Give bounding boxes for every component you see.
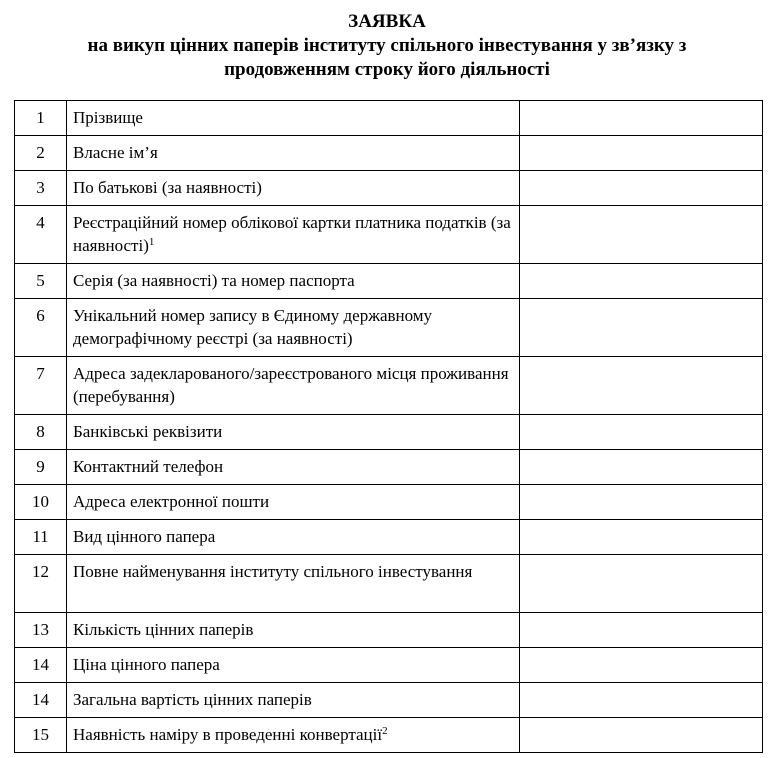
footnote-marker: 1: [148, 236, 155, 248]
field-label-cell: [67, 683, 520, 718]
row-number: 12: [15, 555, 67, 613]
form-row: [15, 718, 763, 753]
field-label: Вид цінного папера: [73, 527, 216, 546]
field-label: Адреса електронної пошти: [73, 492, 270, 511]
field-value-input[interactable]: [520, 299, 763, 357]
field-label: Реєстраційний номер облікової картки платника податків (за наявності): [73, 213, 511, 255]
row-number: 6: [15, 299, 67, 357]
field-label-cell: [67, 718, 520, 753]
form-row: [15, 415, 763, 450]
form-row: [15, 136, 763, 171]
field-label: Кількість цінних паперів: [73, 620, 254, 639]
field-label: Контактний телефон: [73, 457, 224, 476]
field-label-cell: [67, 485, 520, 520]
field-label: Повне найменування інституту спільного інвестування: [73, 562, 473, 581]
row-number: 4: [15, 206, 67, 264]
field-value-input[interactable]: [520, 101, 763, 136]
field-value-input[interactable]: [520, 555, 763, 613]
field-label-cell: [67, 648, 520, 683]
form-row: [15, 555, 763, 613]
row-number: 13: [15, 613, 67, 648]
field-label-cell: [67, 299, 520, 357]
field-label-cell: [67, 520, 520, 555]
field-label-cell: [67, 206, 520, 264]
field-label-cell: [67, 450, 520, 485]
footnote-marker: 2: [382, 725, 388, 737]
form-row: [15, 450, 763, 485]
field-label: Наявність наміру в проведенні конвертації: [73, 725, 383, 744]
field-label: Банківські реквізити: [73, 422, 223, 441]
field-label: Прізвище: [73, 108, 143, 127]
field-value-input[interactable]: [520, 136, 763, 171]
form-row: [15, 648, 763, 683]
form-row: [15, 299, 763, 357]
field-label: Серія (за наявності) та номер паспорта: [73, 271, 355, 290]
field-label: Власне ім’я: [73, 143, 158, 162]
document-header: [0, 10, 774, 82]
row-number: 14: [15, 648, 67, 683]
form-row: [15, 357, 763, 415]
form-row: [15, 101, 763, 136]
row-number: 1: [15, 101, 67, 136]
form-row: [15, 683, 763, 718]
row-number: 15: [15, 718, 67, 753]
field-label: Унікальний номер запису в Єдиному державному демографічному реєстрі (за наявності): [73, 306, 433, 348]
field-value-input[interactable]: [520, 648, 763, 683]
row-number: 11: [15, 520, 67, 555]
field-label: Ціна цінного папера: [73, 655, 220, 674]
field-label-cell: [67, 613, 520, 648]
form-row: [15, 485, 763, 520]
field-label-cell: [67, 136, 520, 171]
row-number: 7: [15, 357, 67, 415]
field-label-cell: [67, 415, 520, 450]
form-row: [15, 613, 763, 648]
field-value-input[interactable]: [520, 415, 763, 450]
application-form-table: [14, 100, 763, 753]
form-row: [15, 264, 763, 299]
form-row: [15, 206, 763, 264]
field-value-input[interactable]: [520, 450, 763, 485]
field-value-input[interactable]: [520, 613, 763, 648]
row-number: 3: [15, 171, 67, 206]
document-subtitle-line-2: продовженням строку його діяльності: [224, 59, 550, 80]
field-value-input[interactable]: [520, 718, 763, 753]
form-row: [15, 520, 763, 555]
field-value-input[interactable]: [520, 485, 763, 520]
field-label: Загальна вартість цінних паперів: [73, 690, 312, 709]
field-value-input[interactable]: [520, 683, 763, 718]
field-value-input[interactable]: [520, 171, 763, 206]
form-row: [15, 171, 763, 206]
row-number: 9: [15, 450, 67, 485]
field-value-input[interactable]: [520, 357, 763, 415]
document-subtitle-line-1: на викуп цінних паперів інституту спільного інвестування у зв’язку з: [87, 35, 687, 56]
field-label: Адреса задекларованого/зареєстрованого місця проживання (перебування): [73, 364, 509, 406]
row-number: 2: [15, 136, 67, 171]
field-label: По батькові (за наявності): [73, 178, 262, 197]
field-value-input[interactable]: [520, 264, 763, 299]
row-number: 8: [15, 415, 67, 450]
row-number: 14: [15, 683, 67, 718]
field-label-cell: [67, 357, 520, 415]
document-title: ЗАЯВКА: [348, 11, 426, 32]
row-number: 10: [15, 485, 67, 520]
field-label-cell: [67, 264, 520, 299]
field-label-cell: [67, 555, 520, 613]
row-number: 5: [15, 264, 67, 299]
field-label-cell: [67, 171, 520, 206]
field-value-input[interactable]: [520, 206, 763, 264]
field-label-cell: [67, 101, 520, 136]
field-value-input[interactable]: [520, 520, 763, 555]
